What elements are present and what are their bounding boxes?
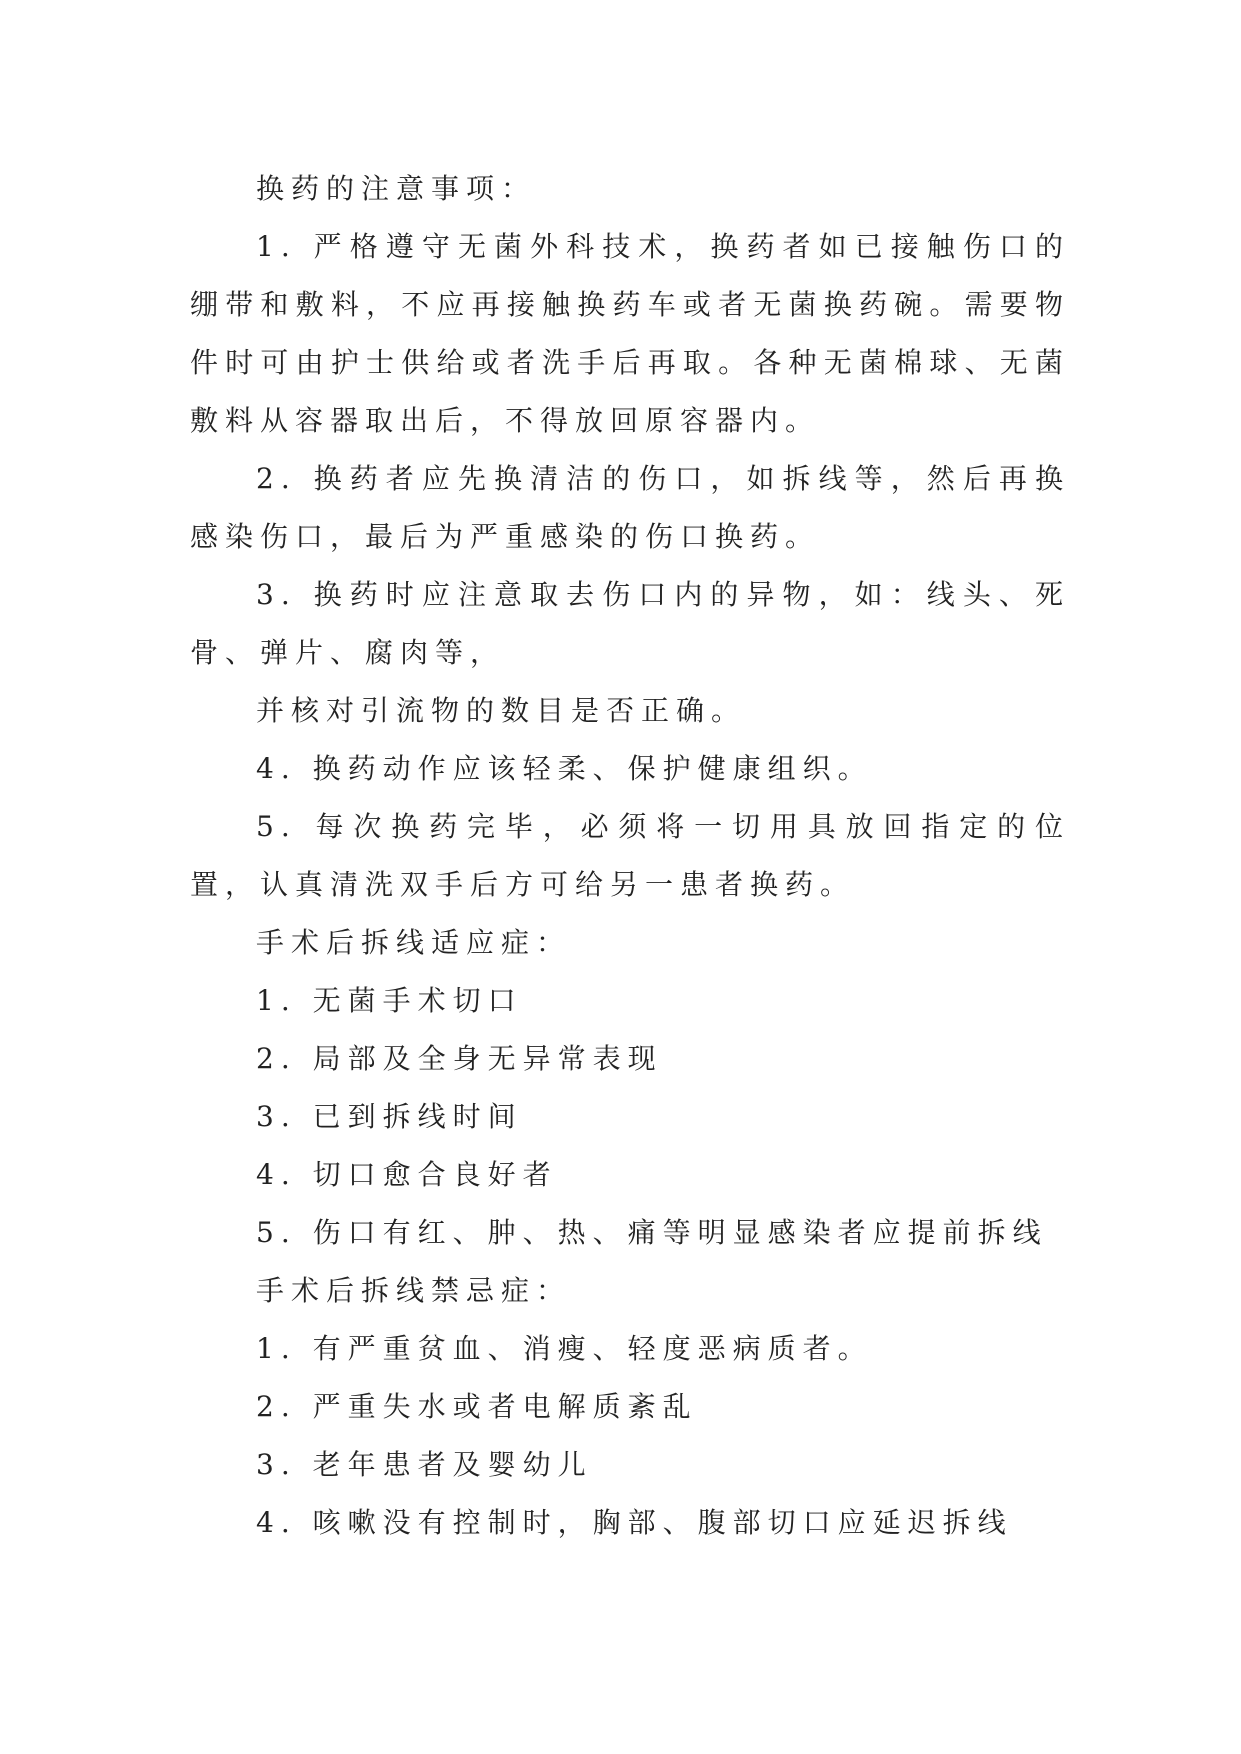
document-body — [190, 160, 1070, 1552]
dressing-note-2: 2. 换药者应先换清洁的伤口，如拆线等，然后再换感染伤口，最后为严重感染的伤口换药。 — [190, 462, 1070, 553]
dressing-note-4: 4. 换药动作应该轻柔、保护健康组织。 — [256, 752, 873, 785]
dressing-note-3-continued: 并核对引流物的数目是否正确。 — [256, 694, 747, 727]
indication-item-1: 1. 无菌手术切口 — [256, 984, 523, 1017]
indication-item-5: 5. 伤口有红、肿、热、痛等明显感染者应提前拆线 — [256, 1216, 1048, 1249]
contraindication-item-4: 4. 咳嗽没有控制时，胸部、腹部切口应延迟拆线 — [256, 1506, 1013, 1539]
dressing-note-3: 3. 换药时应注意取去伤口内的异物，如：线头、死骨、弹片、腐肉等， — [190, 578, 1070, 669]
indication-item-3: 3. 已到拆线时间 — [256, 1100, 523, 1133]
section-heading-suture-removal-contraindications: 手术后拆线禁忌症： — [256, 1274, 572, 1307]
contraindication-item-1: 1. 有严重贫血、消瘦、轻度恶病质者。 — [256, 1332, 873, 1365]
dressing-note-5: 5. 每次换药完毕，必须将一切用具放回指定的位置，认真清洗双手后方可给另一患者换药。 — [190, 810, 1070, 901]
section-heading-suture-removal-indications: 手术后拆线适应症： — [256, 926, 572, 959]
dressing-note-1: 1. 严格遵守无菌外科技术，换药者如已接触伤口的绷带和敷料，不应再接触换药车或者无菌换药碗。需要物件时可由护士供给或者洗手后再取。各种无菌棉球、无菌敷料从容器取出后，不得放回原容器内。 — [190, 230, 1070, 437]
indication-item-4: 4. 切口愈合良好者 — [256, 1158, 558, 1191]
indication-item-2: 2. 局部及全身无异常表现 — [256, 1042, 663, 1075]
section-heading-dressing-notes: 换药的注意事项： — [256, 172, 537, 205]
contraindication-item-2: 2. 严重失水或者电解质紊乱 — [256, 1390, 698, 1423]
contraindication-item-3: 3. 老年患者及婴幼儿 — [256, 1448, 593, 1481]
